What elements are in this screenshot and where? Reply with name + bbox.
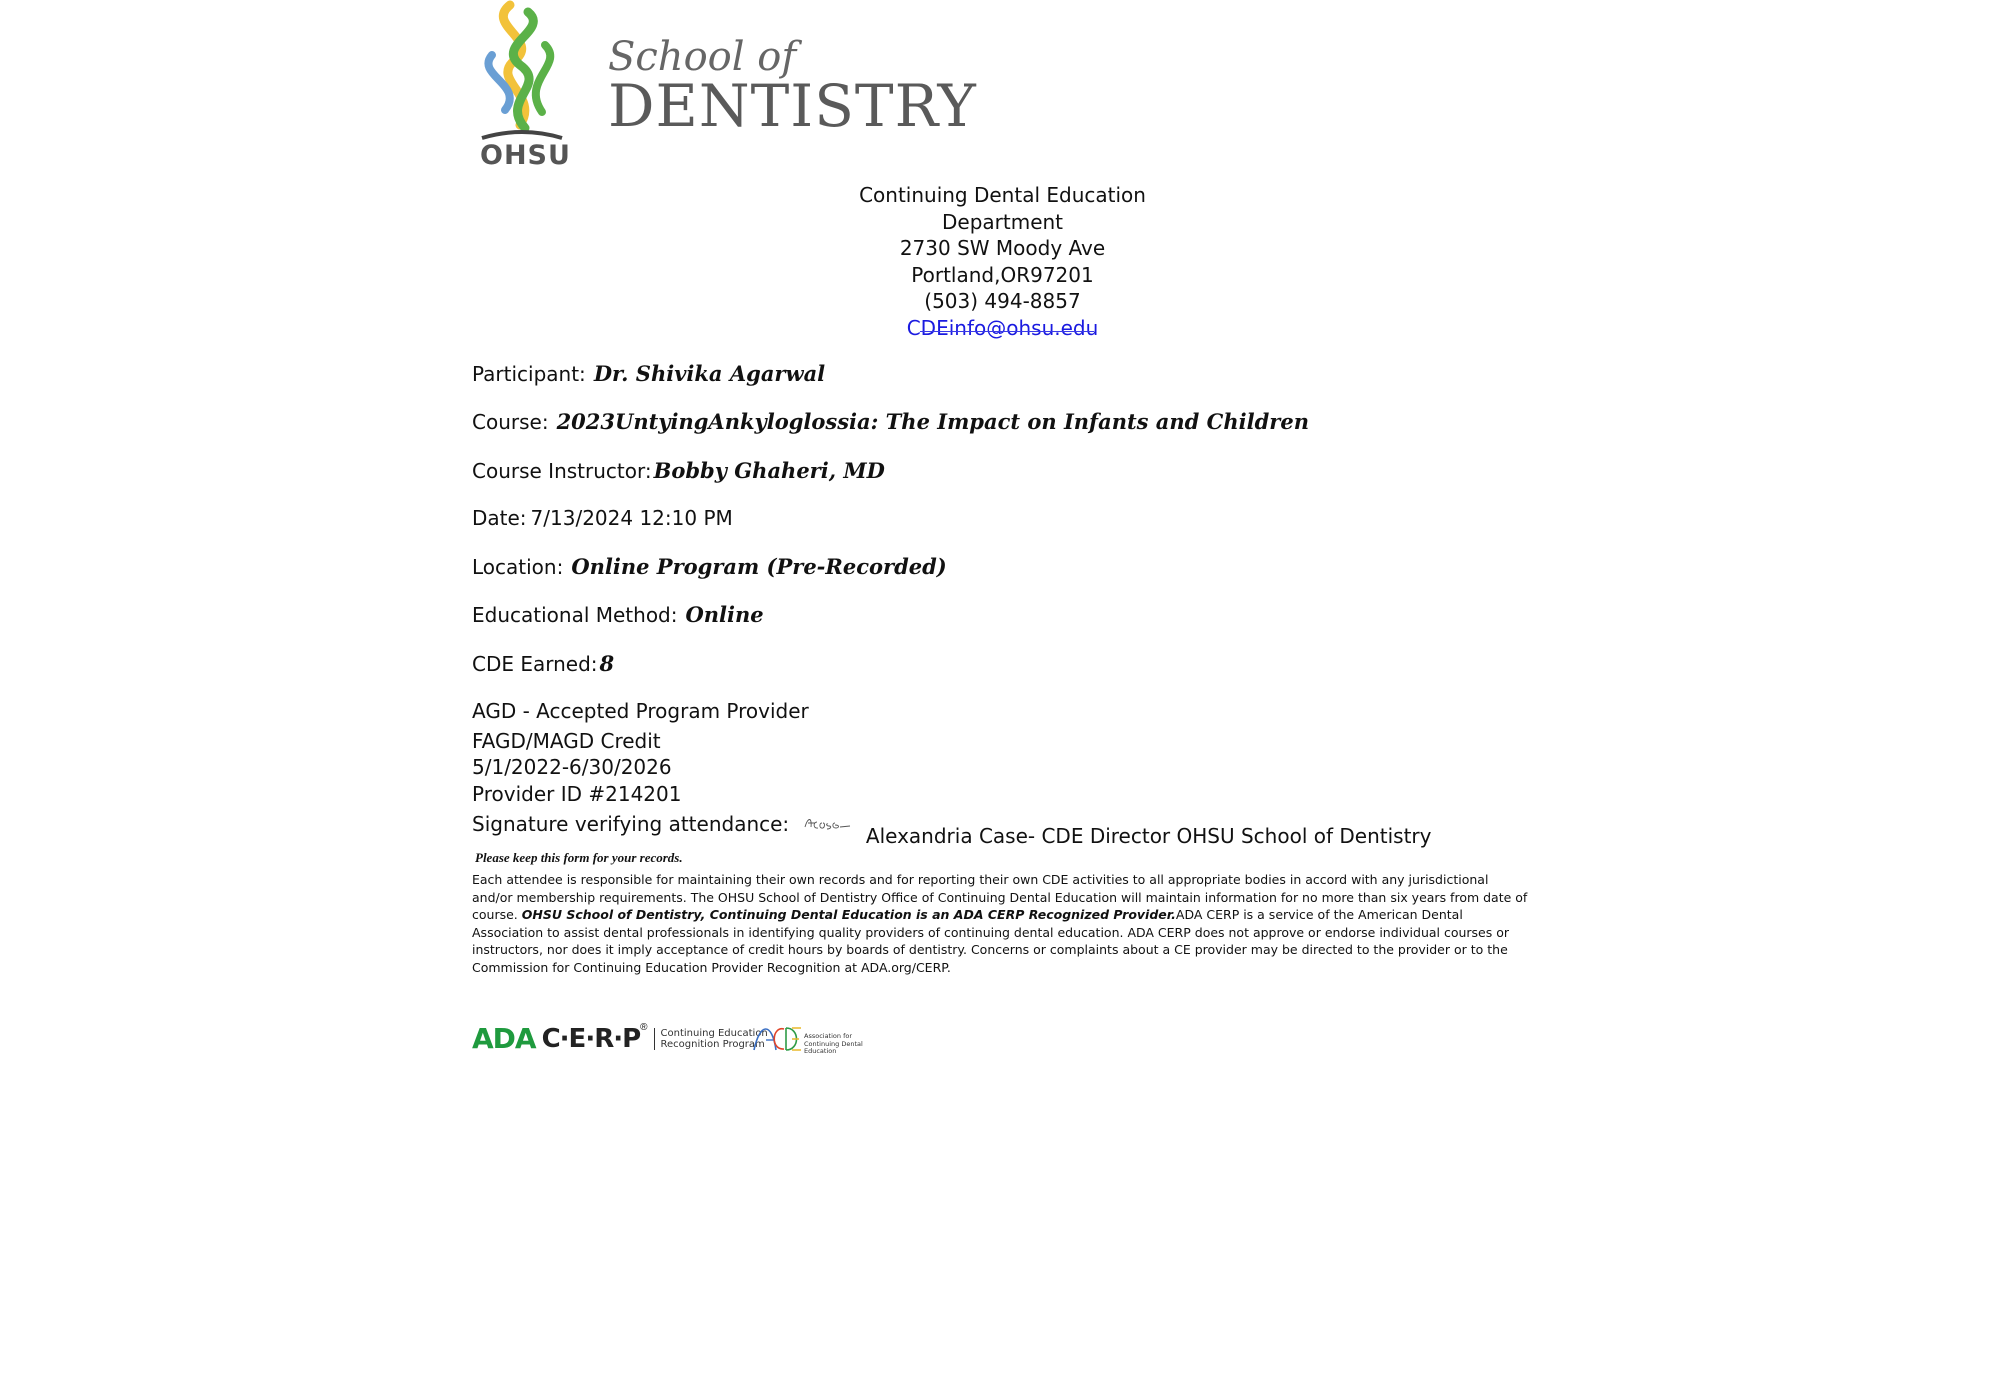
disclaimer-text bbox=[472, 871, 1532, 976]
helix-logo-icon bbox=[470, 0, 580, 140]
acde-mark-icon bbox=[752, 1024, 802, 1054]
instructor-row bbox=[472, 458, 885, 483]
instructor-value: Bobby Ghaheri, MD bbox=[653, 458, 885, 483]
acde-subtitle bbox=[804, 1033, 882, 1056]
cde-value: 8 bbox=[599, 651, 615, 676]
date-row bbox=[472, 506, 733, 530]
department-city: Portland,OR97201 bbox=[911, 262, 1094, 287]
department-phone: (503) 494-8857 bbox=[924, 289, 1081, 313]
course-row bbox=[472, 409, 1309, 434]
date-label: Date: bbox=[472, 506, 527, 530]
course-value: 2023UntyingAnkyloglossia: The Impact on Infants and Children bbox=[556, 409, 1309, 434]
department-name: Continuing Dental Education Department bbox=[859, 183, 1146, 234]
disclaimer-recognized-provider: OHSU School of Dentistry, Continuing Dental Education is an ADA CERP Recognized Provider. bbox=[521, 907, 1176, 922]
handwritten-signature-icon bbox=[802, 813, 854, 835]
agd-line-4: Provider ID #214201 bbox=[472, 781, 682, 806]
signature-label: Signature verifying attendance: bbox=[472, 812, 790, 836]
dentistry-text: DENTISTRY bbox=[608, 72, 977, 140]
agd-provider-block bbox=[472, 698, 809, 807]
participant-label: Participant: bbox=[472, 362, 586, 386]
instructor-label: Course Instructor: bbox=[472, 459, 652, 483]
agd-line-1: AGD - Accepted Program Provider bbox=[472, 699, 809, 723]
cerp-subtitle-2: Recognition Program bbox=[660, 1038, 765, 1050]
location-row bbox=[472, 554, 947, 579]
location-label: Location: bbox=[472, 555, 564, 579]
signature-row bbox=[472, 812, 1432, 848]
agd-line-2: FAGD/MAGD Credit bbox=[472, 728, 661, 753]
agd-line-3: 5/1/2022-6/30/2026 bbox=[472, 755, 672, 779]
cde-row bbox=[472, 651, 614, 676]
method-value: Online bbox=[685, 602, 764, 627]
department-street: 2730 SW Moody Ave bbox=[899, 236, 1106, 260]
acde-logo bbox=[752, 1024, 882, 1054]
school-of-text: School of bbox=[608, 34, 797, 80]
location-value: Online Program (Pre-Recorded) bbox=[571, 554, 947, 579]
department-email-link[interactable]: CDEinfo@ohsu.edu bbox=[906, 315, 1099, 340]
date-value: 7/13/2024 12:10 PM bbox=[530, 506, 733, 530]
participant-value: Dr. Shivika Agarwal bbox=[593, 361, 826, 386]
cde-label: CDE Earned: bbox=[472, 652, 598, 676]
acde-subtitle-1: Association for bbox=[804, 1032, 853, 1040]
ohsu-dentistry-logo bbox=[470, 0, 977, 172]
disclaimer-part-2: ADA CERP is a service of the American Dental Association to assist dental professionals in identifying quality providers of continuing dental education. ADA CERP does not approve or endorse individual courses or instructors, nor does it imply acceptance of credit hours by boards of dentistry. Concerns or complaints about a CE provider may be directed to the provider or to the Commission for Continuing Education Provider Recognition at ADA.org/CERP. bbox=[472, 907, 1510, 975]
cerp-subtitle bbox=[654, 1028, 768, 1050]
acde-subtitle-2: Continuing Dental Education bbox=[804, 1039, 863, 1055]
signer-name: Alexandria Case- CDE Director OHSU School of Dentistry bbox=[865, 824, 1432, 848]
method-row bbox=[472, 602, 764, 627]
method-label: Educational Method: bbox=[472, 603, 678, 627]
ada-wordmark: ADA bbox=[472, 1022, 536, 1055]
course-label: Course: bbox=[472, 410, 549, 434]
cerp-wordmark: C·E·R·P bbox=[541, 1023, 641, 1054]
participant-row bbox=[472, 361, 825, 386]
cerp-subtitle-1: Continuing Education bbox=[660, 1027, 768, 1039]
department-address bbox=[800, 182, 1205, 341]
cerp-registered-mark: ® bbox=[640, 1022, 648, 1033]
ada-cerp-logo bbox=[472, 1022, 768, 1054]
ohsu-wordmark: OHSU bbox=[480, 140, 571, 171]
disclaimer-part-1: Each attendee is responsible for maintaining their own records and for reporting their own CDE activities to all appropriate bodies in accord with any jurisdictional and/or membership requirements. The OHSU School of Dentistry Office of Continuing Dental Education will maintain information for no more than six years from date of course. bbox=[472, 872, 1528, 922]
keep-records-note: Please keep this form for your records. bbox=[475, 850, 683, 865]
divider-rule bbox=[920, 331, 1094, 332]
